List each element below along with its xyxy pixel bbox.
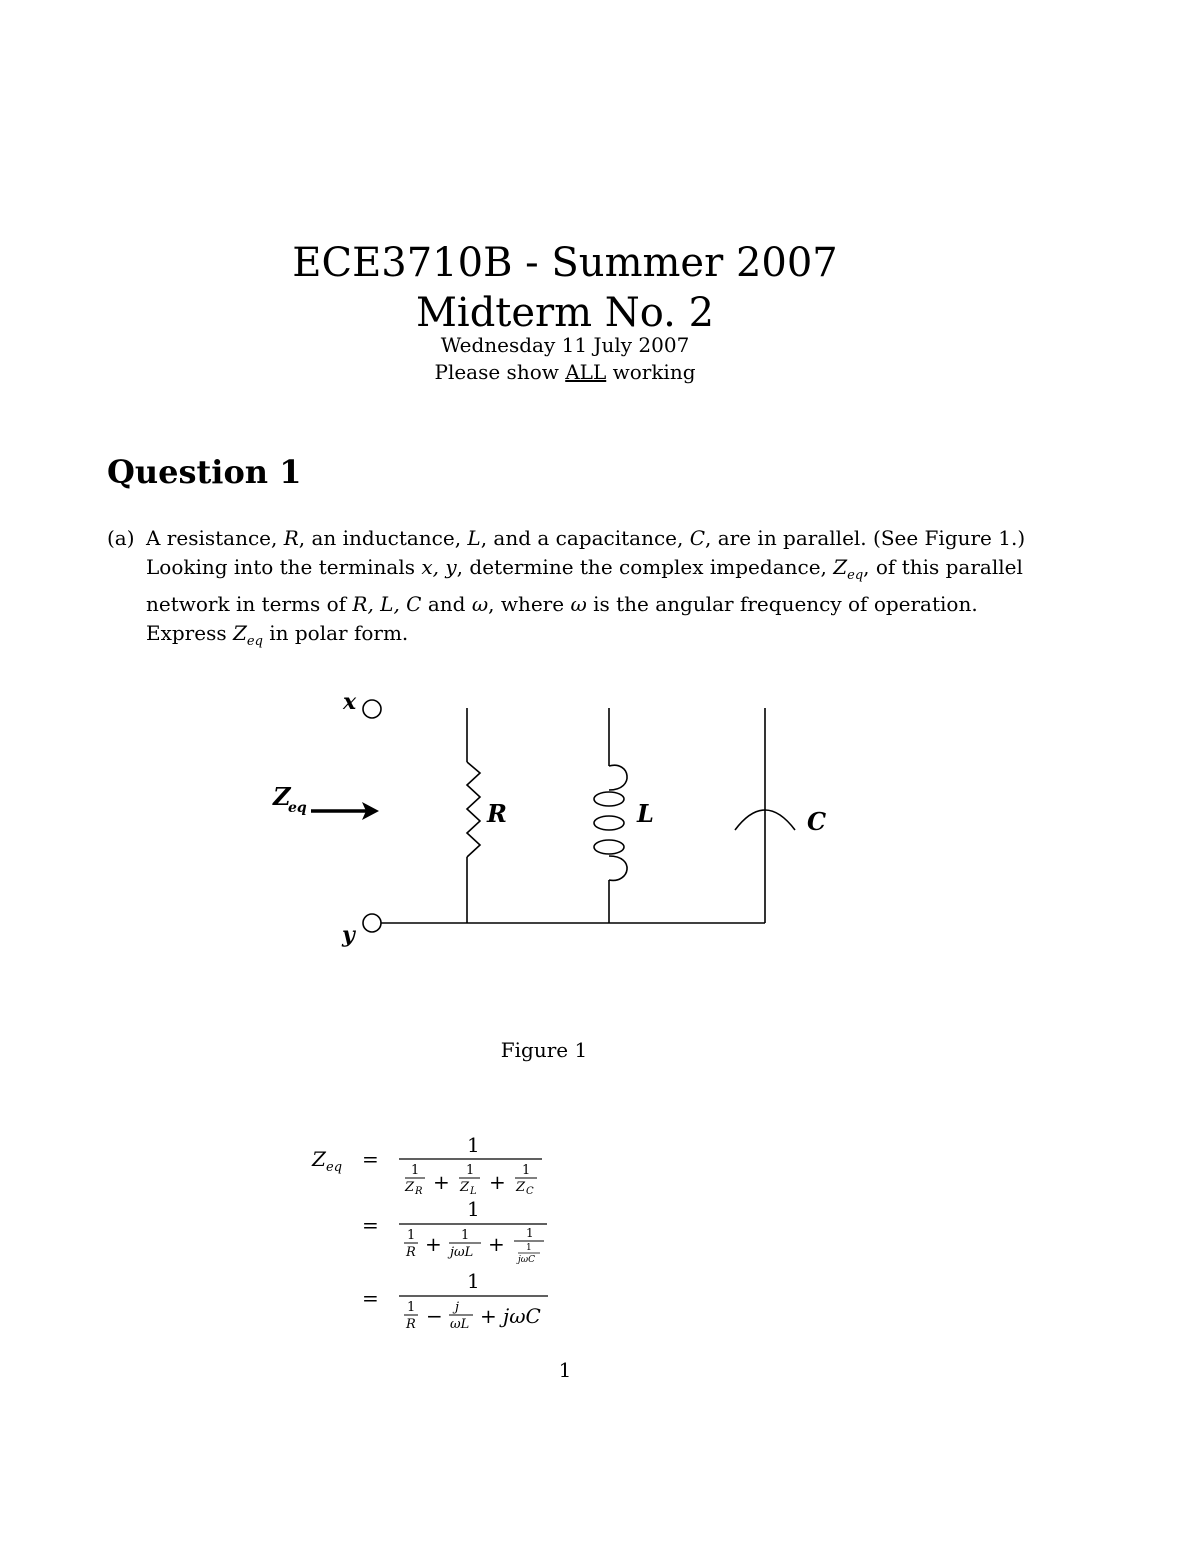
instruction-post: working — [606, 360, 696, 384]
qtext-segment: , and a capacitance, — [480, 526, 690, 550]
eq1-one-b: 1 — [466, 1163, 475, 1178]
label-z-sub: eq — [288, 800, 307, 816]
eq2-plus-a: + — [425, 1232, 442, 1256]
eq2-one-b: 1 — [461, 1228, 470, 1243]
eq2-numerator: 1 — [467, 1197, 480, 1221]
question-part-label: (a) — [107, 526, 135, 550]
instruction-pre: Please show — [434, 360, 566, 384]
eq-equals: = — [362, 1147, 379, 1171]
qtext-segment: , of this parallel network in terms of — [146, 554, 1023, 616]
label-z: Z — [273, 782, 291, 811]
symbol-xy: x, y — [421, 554, 457, 579]
exam-subtitle: Midterm No. 2 — [415, 290, 715, 336]
symbol-z: Z — [833, 554, 848, 579]
eq1-one-c: 1 — [522, 1163, 531, 1178]
eq3-minus: − — [426, 1304, 443, 1328]
eq3-r: R — [406, 1317, 416, 1332]
eq3-numerator: 1 — [467, 1269, 480, 1293]
symbol-eq-sub: eq — [847, 567, 864, 583]
label-y: y — [342, 922, 355, 948]
inductor-symbol — [594, 708, 627, 923]
question-heading: Question 1 — [107, 453, 302, 491]
eq2-one-a: 1 — [407, 1228, 416, 1243]
eq2-jwl: jωL — [450, 1245, 474, 1260]
eq2-one-c: 1 — [526, 1226, 534, 1240]
impedance-arrow — [311, 802, 379, 820]
eq3-one-a: 1 — [407, 1300, 416, 1315]
eq2-r: R — [406, 1245, 416, 1260]
symbol-omega: ω — [570, 592, 587, 616]
equation-block — [311, 1133, 548, 1332]
eq2-one-d: 1 — [526, 1243, 532, 1253]
eq-lhs-z: Z — [312, 1147, 326, 1171]
symbol-omega: ω — [471, 592, 489, 616]
eq3-wl: ωL — [450, 1317, 470, 1332]
label-r: R — [487, 799, 507, 828]
eq3-jwc: jωC — [503, 1304, 541, 1328]
qtext-segment: and — [421, 592, 472, 616]
instruction-emphasis: ALL — [565, 360, 607, 384]
label-x: x — [343, 689, 357, 715]
eq1-zl-sub: L — [470, 1186, 477, 1197]
eq-equals: = — [362, 1286, 379, 1310]
symbol-r: R — [283, 526, 299, 550]
qtext-segment: , where — [488, 592, 571, 616]
eq2-jwc: jωC — [518, 1255, 536, 1265]
eq2-plus-b: + — [488, 1232, 505, 1256]
terminal-x — [363, 700, 381, 718]
qtext-segment: in polar form. — [262, 620, 409, 645]
eq3-j: j — [455, 1300, 460, 1315]
symbol-rlc: R, L, C — [352, 592, 422, 616]
page-number: 1 — [558, 1358, 572, 1382]
symbol-c: C — [689, 526, 706, 550]
qtext-segment: , determine the complex impedance, — [456, 554, 834, 579]
eq3-plus: + — [480, 1304, 497, 1328]
exam-date: Wednesday 11 July 2007 — [440, 333, 690, 357]
eq-equals: = — [362, 1213, 379, 1237]
eq1-one-a: 1 — [411, 1163, 420, 1178]
eq-lhs-sub: eq — [326, 1160, 343, 1175]
symbol-z: Z — [232, 620, 247, 645]
eq1-numerator: 1 — [467, 1133, 480, 1157]
qtext-segment: , are in parallel. (See Figure 1.) Looking into the terminals — [146, 526, 1026, 579]
eq1-zl: Z — [460, 1180, 470, 1195]
symbol-l: L — [467, 526, 481, 550]
eq1-zc: Z — [516, 1180, 526, 1195]
eq1-plus-a: + — [433, 1170, 450, 1194]
capacitor-symbol — [735, 708, 795, 923]
resistor-symbol — [467, 708, 480, 923]
eq1-zr: Z — [405, 1180, 415, 1195]
qtext-segment: , an inductance, — [298, 526, 468, 550]
qtext-segment: A resistance, — [146, 526, 284, 550]
figure-caption: Figure 1 — [500, 1038, 588, 1062]
exam-title: ECE3710B - Summer 2007 — [292, 240, 838, 286]
eq1-zc-sub: C — [526, 1186, 534, 1197]
label-c: C — [807, 807, 827, 836]
eq1-plus-b: + — [489, 1170, 506, 1194]
terminal-y — [363, 914, 381, 932]
label-l: L — [637, 799, 654, 828]
qtext-segment: is the angular frequency of operation. Express — [146, 592, 978, 645]
eq1-zr-sub: R — [415, 1186, 423, 1197]
symbol-eq-sub: eq — [246, 633, 263, 649]
